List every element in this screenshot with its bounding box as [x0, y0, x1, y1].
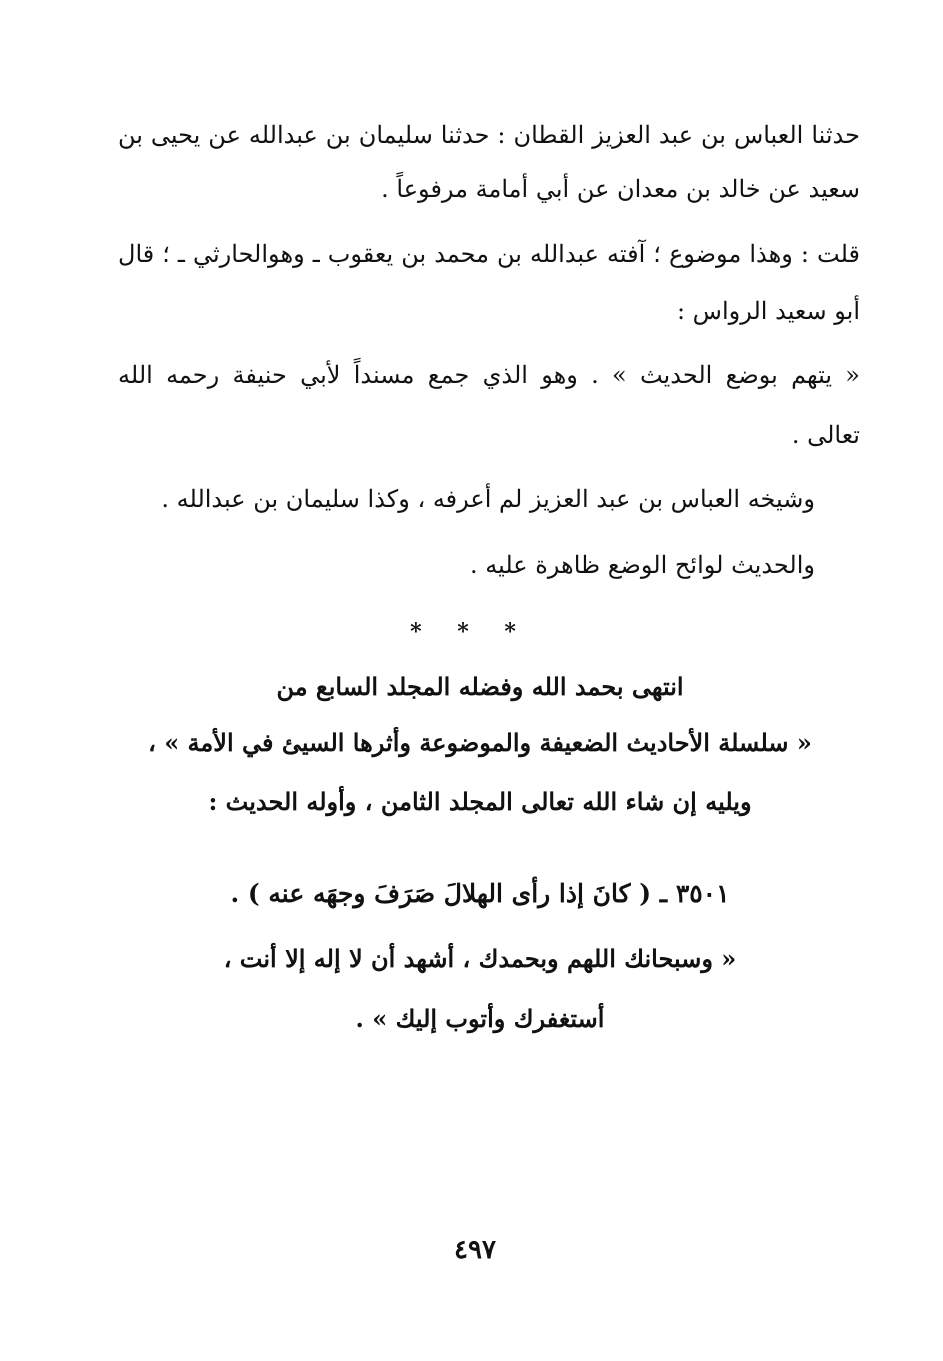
paragraph-3-line-1: « يتهم بوضع الحديث » . وهو الذي جمع مسنداً لأبي حنيفة رحمه الله — [118, 361, 860, 389]
paragraph-1-line-1: حدثنا العباس بن عبد العزيز القطان : حدثنا سليمان بن عبدالله عن يحيى بن — [118, 121, 860, 149]
section-separator: * * * — [410, 619, 530, 645]
closing-line-3: ويليه إن شاء الله تعالى المجلد الثامن ، وأوله الحديث : — [208, 787, 752, 816]
next-hadith-line-2: أستغفرك وأتوب إليك » . — [355, 1004, 605, 1033]
paragraph-3-line-2: تعالى . — [791, 421, 860, 449]
closing-line-1: انتهى بحمد الله وفضله المجلد السابع من — [276, 672, 684, 701]
paragraph-5: والحديث لوائح الوضع ظاهرة عليه . — [469, 551, 815, 579]
closing-line-2: « سلسلة الأحاديث الضعيفة والموضوعة وأثرها السيئ في الأمة » ، — [148, 728, 812, 757]
paragraph-4: وشيخه العباس بن عبد العزيز لم أعرفه ، وكذا سليمان بن عبدالله . — [161, 485, 815, 513]
paragraph-2-line-2: أبو سعيد الرواس : — [676, 297, 860, 325]
paragraph-1-line-2: سعيد عن خالد بن معدان عن أبي أمامة مرفوعاً . — [381, 175, 860, 203]
next-hadith-heading: ٣٥٠١ ـ ( كانَ إذا رأى الهلالَ صَرَفَ وجهَه عنه ) . — [230, 879, 730, 908]
paragraph-2-line-1: قلت : وهذا موضوع ؛ آفته عبدالله بن محمد بن يعقوب ـ وهوالحارثي ـ ؛ قال — [118, 240, 860, 268]
page-number: ٤٩٧ — [454, 1235, 496, 1265]
next-hadith-line-1: « وسبحانك اللهم وبحمدك ، أشهد أن لا إله إلا أنت ، — [223, 944, 737, 973]
